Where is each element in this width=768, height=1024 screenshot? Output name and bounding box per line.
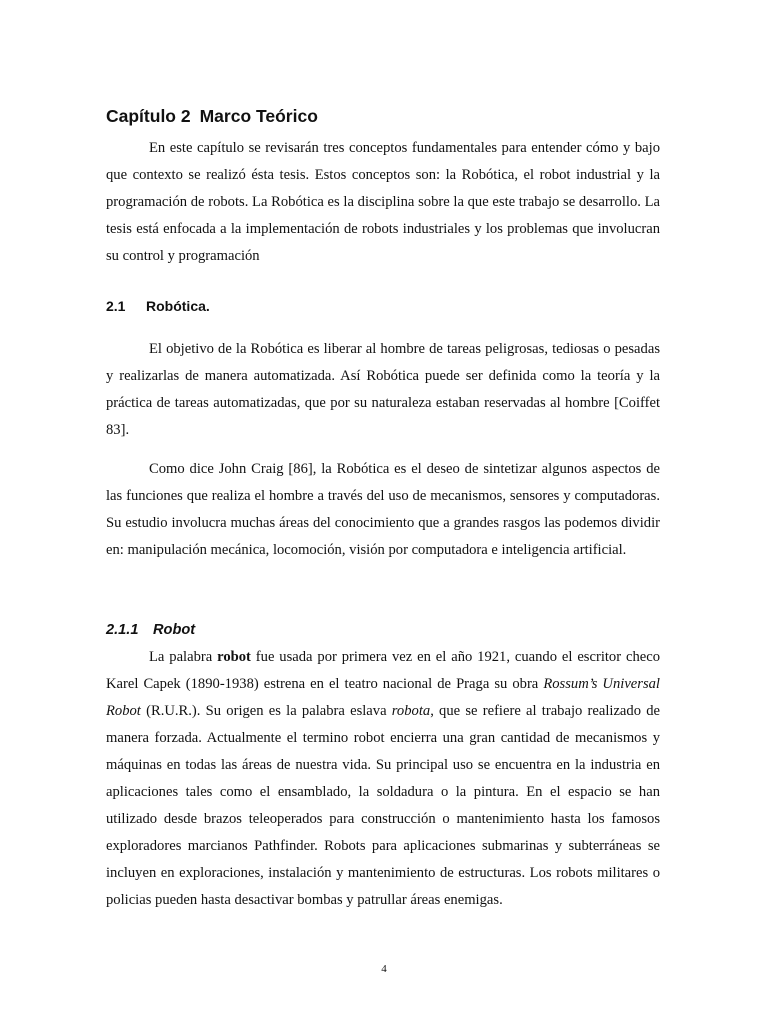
robot-term-bold: robot [217, 649, 251, 665]
robot-paragraph-text-4: , que se refiere al trabajo realizado de manera forzada. Actualmente el termino robot encierra una gran cantidad de mecanismos y máquinas en todas las áreas de nuestra vida. Su principal uso se encuentra en la industria en aplicaciones tales como el ensamblado, la soldadura o la pintura. En el espacio se han utilizado desde brazos teleoperados para construcción o mantenimiento hasta los famosos exploradores marcianos Pathfinder. Robots para aplicaciones submarinas y subterráneas se incluyen en exploraciones, instalación y mantenimiento de estructuras. Los robots militares o policias pueden hasta desactivar bombas y patrullar áreas enemigas. [106, 703, 661, 908]
page-number: 4 [381, 963, 387, 975]
robot-paragraph [106, 644, 660, 914]
robot-paragraph-text-1: La palabra [149, 649, 218, 665]
subsection-title: Robot [153, 622, 196, 638]
chapter-title [106, 104, 318, 128]
section-heading-robotica [106, 296, 210, 316]
robot-paragraph-text-2: fue usada por primera vez en el año 1921, cuando el escritor checo Karel Capek (1890-1938) estrena en el teatro nacional de Praga su obra [106, 649, 660, 692]
subsection-heading-robot [106, 620, 195, 640]
intro-paragraph: En este capítulo se revisarán tres conceptos fundamentales para entender cómo y bajo que contexto se realizó ésta tesis. Estos conceptos son: la Robótica, el robot industrial y la programación de robots. La Robótica es la disciplina sobre la que este trabajo se desarrollo. La tesis está enfocada a la implementación de robots industriales y los problemas que involucran su control y programación [106, 140, 660, 264]
robot-paragraph-text-3: (R.U.R.). Su origen es la palabra eslava [140, 703, 392, 719]
play-title-italic: Rossum’s Universal Robot [106, 676, 660, 719]
robota-word-italic: robota [391, 703, 431, 719]
section-number: 2.1 [106, 298, 126, 314]
robotica-paragraph-2: Como dice John Craig [86], la Robótica es el deseo de sintetizar algunos aspectos de las funciones que realiza el hombre a través del uso de mecanismos, sensores y computadoras. Su estudio involucra muchas áreas del conocimiento que a grandes rasgos las podemos dividir en: manipulación mecánica, locomoción, visión por computadora e inteligencia artificial. [106, 461, 660, 558]
robotica-paragraph-1: El objetivo de la Robótica es liberar al hombre de tareas peligrosas, tediosas o pesadas y realizarlas de manera automatizada. Así Robótica puede ser definida como la teoría y la práctica de tareas automatizadas, que por su naturaleza estaban reservadas al hombre [Coiffet 83]. [106, 341, 660, 438]
chapter-name: Marco Teórico [199, 106, 318, 126]
section-title: Robótica. [146, 298, 210, 314]
subsection-number: 2.1.1 [106, 622, 139, 638]
chapter-label: Capítulo 2 [106, 106, 191, 126]
